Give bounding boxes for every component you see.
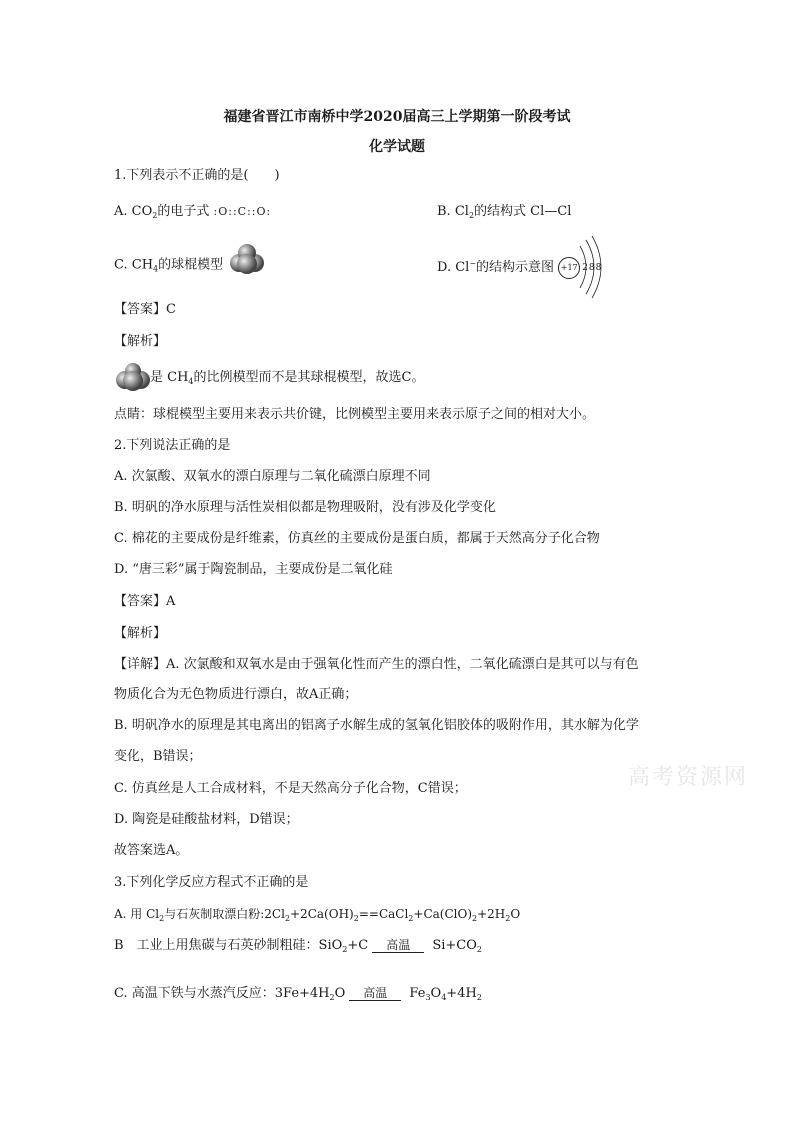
q1-analysis-label: 【解析】 [114,334,167,349]
q2-detail-2b: 变化，B错误； [114,749,202,764]
watermark: 高考资源网 [628,765,749,790]
q3-option-a: A. 用 $Cl_2$与石灰制取漂白粉$:2Cl_2+2Ca(OH)_2==CaCl_2+Ca(ClO)_2+2H_2O$ [114,907,521,923]
q1-stem: 1.下列表示不正确的是( ) [114,168,280,183]
q2-detail-3: C. 仿真丝是人工合成材料，不是天然高分子化合物，C错误； [114,781,467,796]
q2-option-c: C. 棉花的主要成份是纤维素，仿真丝的主要成份是蛋白质，都属于天然高分子化合物 [114,531,600,546]
reaction-condition: 高温 [349,986,401,1001]
q2-option-b: B. 明矾的净水原理与活性炭相似都是物理吸附，没有涉及化学变化 [114,500,496,515]
ch4-model-image [227,243,267,275]
q1-option-a: A. $CO_2$的电子式 :O::C::O: [114,204,272,220]
q2-analysis-label: 【解析】 [114,626,167,641]
q2-detail-1b: 物质化合为无色物质进行漂白，故A正确； [114,687,358,702]
q1-option-b: B. $Cl_2$的结构式 Cl—Cl [437,204,572,220]
q2-conclusion: 故答案选A。 [114,843,189,858]
q1-analysis-text: 是 $CH_4$的比例模型而不是其球棍模型，故选C。 [150,370,425,386]
q1-tip: 点睛：球棍模型主要用来表示共价键，比例模型主要用来表示原子之间的相对大小。 [114,407,596,422]
q2-detail-2: B. 明矾净水的原理是其电离出的铝离子水解生成的氢氧化铝胶体的吸附作用，其水解为化学 [114,718,639,733]
reaction-condition: 高温 [372,938,424,953]
co2-electron-formula: :O::C::O: [213,205,272,218]
q1-answer: 【答案】C [114,302,176,317]
q2-option-a: A. 次氯酸、双氧水的漂白原理与二氧化硫漂白原理不同 [114,469,431,484]
document-subtitle: 化学试题 [369,139,425,155]
q2-option-d: D. “唐三彩”属于陶瓷制品，主要成份是二氧化硅 [114,562,393,577]
document-title: 福建省晋江市南桥中学2020届高三上学期第一阶段考试 [223,109,571,125]
q1-option-c: C. $CH_4$的球棍模型 [114,255,267,279]
q1-option-d: D. Cl−的结构示意图 +17 288 [437,255,606,278]
q2-detail-1: 【详解】A. 次氯酸和双氧水是由于强氧化性而产生的漂白性，二氧化硫漂白是其可以与有色 [114,657,639,672]
ch4-space-filling-image [115,362,151,392]
q3-option-c: C. 高温下铁与水蒸汽反应：$3Fe+4H_2O$ 高温 $Fe_3O_4+4H_2$ [114,986,482,1002]
q2-answer: 【答案】A [114,594,176,609]
cl-ion-structure: +17 288 [558,258,606,278]
q2-detail-4: D. 陶瓷是硅酸盐材料，D错误； [114,812,299,827]
q3-option-b: B 工业上用焦碳与石英砂制粗硅：SiO$_2$+C 高温 $Si+CO_2$ [114,938,483,954]
q2-stem: 2.下列说法正确的是 [114,438,231,453]
q3-stem: 3.下列化学反应方程式不正确的是 [114,875,309,890]
